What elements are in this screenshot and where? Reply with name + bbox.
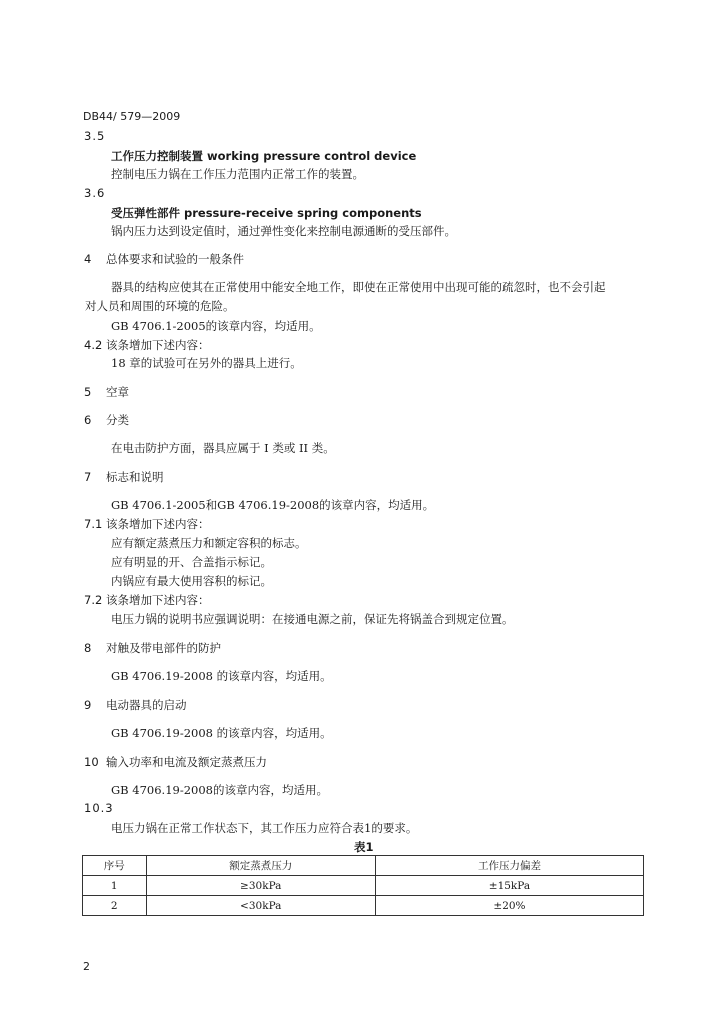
paragraph: 在电击防护方面，器具应属于 I 类或 II 类。 [111,441,335,455]
section-heading-6: 6 分类 [84,413,129,427]
paragraph: 18 章的试验可在另外的器具上进行。 [111,356,302,370]
pressure-table [82,855,644,916]
table-header-cell: 序号 [83,856,147,876]
paragraph: 电压力锅在正常工作状态下，其工作压力应符合表1的要求。 [111,821,418,835]
table-row [83,896,644,916]
paragraph-line: 器具的结构应使其在正常使用中能安全地工作，即使在正常使用中出现可能的疏忽时，也不会引起 [111,280,606,294]
paragraph: GB 4706.19-2008 的该章内容，均适用。 [111,669,332,683]
clause-term: 受压弹性部件 pressure-receive spring components [111,206,422,220]
paragraph: GB 4706.19-2008 的该章内容，均适用。 [111,726,332,740]
table-cell: ±15kPa [375,876,643,896]
paragraph: GB 4706.1-2005的该章内容，均适用。 [111,319,321,333]
subclause-heading-4-2: 4.2 该条增加下述内容： [84,338,210,352]
clause-term: 工作压力控制装置 working pressure control device [111,149,417,163]
section-heading-4: 4 总体要求和试验的一般条件 [84,252,244,266]
section-heading-10: 10 输入功率和电流及额定蒸煮压力 [84,755,267,769]
section-heading-9: 9 电动器具的启动 [84,698,187,712]
table-cell: ≥30kPa [146,876,375,896]
paragraph: 电压力锅的说明书应强调说明：在接通电源之前，保证先将锅盖合到规定位置。 [111,612,514,626]
list-item: 应有额定蒸煮压力和额定容积的标志。 [111,536,307,550]
section-heading-8: 8 对触及带电部件的防护 [84,641,221,655]
table-header-cell: 额定蒸煮压力 [146,856,375,876]
page-number: 2 [83,960,90,973]
subclause-heading-7-2: 7.2 该条增加下述内容： [84,593,210,607]
table-cell: <30kPa [146,896,375,916]
table-header-row [83,856,644,876]
table-header-cell: 工作压力偏差 [375,856,643,876]
section-heading-7: 7 标志和说明 [84,470,164,484]
section-heading-5: 5 空章 [84,385,129,399]
clause-definition: 锅内压力达到设定值时，通过弹性变化来控制电源通断的受压部件。 [111,224,456,238]
clause-number: 3.5 [84,129,106,143]
subclause-heading-10-3: 10.3 [84,801,114,815]
table-caption: 表1 [354,840,374,854]
document-id: DB44/ 579—2009 [83,110,181,123]
table-row [83,876,644,896]
clause-definition: 控制电压力锅在工作压力范围内正常工作的装置。 [111,167,364,181]
table-cell: 1 [83,876,147,896]
paragraph-line: 对人员和周围的环境的危险。 [85,299,235,313]
list-item: 内锅应有最大使用容积的标记。 [111,574,272,588]
clause-number: 3.6 [84,186,106,200]
paragraph: GB 4706.19-2008的该章内容，均适用。 [111,783,328,797]
table-cell: 2 [83,896,147,916]
list-item: 应有明显的开、合盖指示标记。 [111,555,272,569]
paragraph: GB 4706.1-2005和GB 4706.19-2008的该章内容，均适用。 [111,498,435,512]
table-cell: ±20% [375,896,643,916]
subclause-heading-7-1: 7.1 该条增加下述内容： [84,517,210,531]
